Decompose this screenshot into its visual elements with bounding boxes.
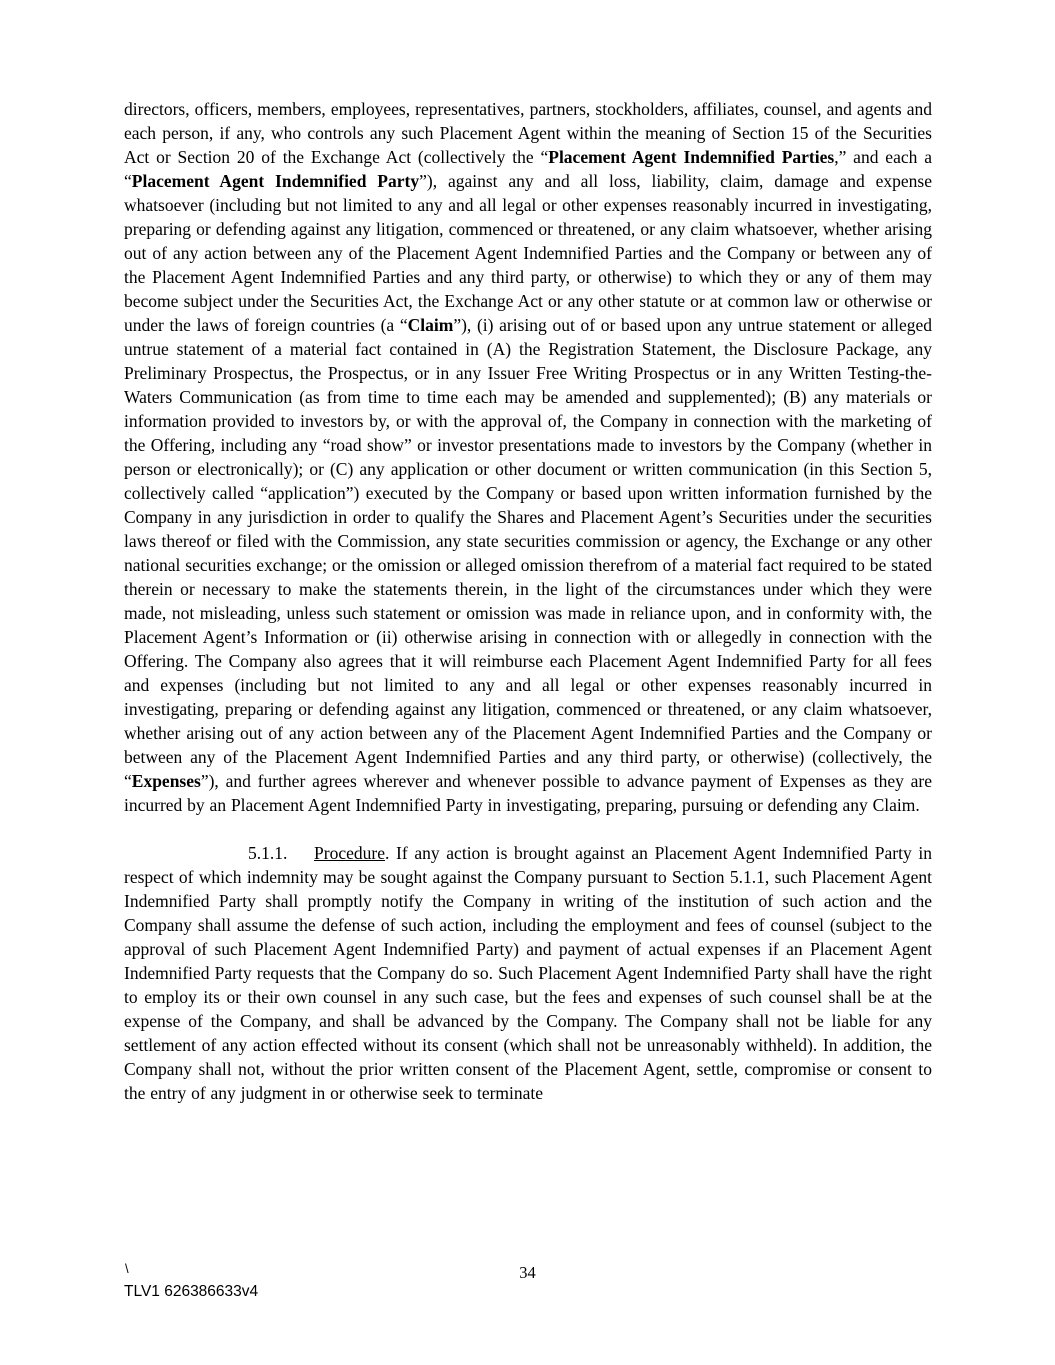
footer-backslash-mark: \ <box>125 1261 129 1276</box>
bold-text-run: Placement Agent Indemnified Party <box>131 171 420 191</box>
text-run: . If any action is brought against an Placement Agent Indemnified Party in respect of which indemnity may be sought against the Company pursuant to Section 5.1.1, such Placement Agent Indemnified Party shall promptly notify the Company in writing of the institution of such action and the Company shall assume the defense of such action, including the employment and fees of counsel (subject to the approval of such Placement Agent Indemnified Party) and payment of actual expenses if an Placement Agent Indemnified Party requests that the Company do so. Such Placement Agent Indemnified Party shall have the right to employ its or their own counsel in any such case, but the fees and expenses of such counsel shall be at the expense of the Company, and shall be advanced by the Company. The Company shall not be liable for any settlement of any action effected without its consent (which shall not be unreasonably withheld). In addition, the Company shall not, without the prior written consent of the Placement Agent, settle, compromise or consent to the entry of any judgment in or otherwise seek to terminate <box>124 843 933 1103</box>
bold-text-run: Expenses <box>131 771 201 791</box>
text-run: ,” and each a “ <box>124 147 932 191</box>
bold-text-run: Claim <box>407 315 454 335</box>
text-run: ”), (i) arising out of or based upon any untrue statement or alleged untrue statement of a material fact contained in (A) the Registration Statement, the Disclosure Package, any Preliminary Prospectus, the Prospectus, or in any Issuer Free Writing Prospectus or in any Written Testing-the-Waters Communication (as from time to time each may be amended and supplemented); (B) any materials or information provided to investors by, or with the approval of, the Company in connection with the marketing of the Offering, including any “road show” or investor presentations made to investors by the Company (whether in person or electronically); or (C) any application or other document or written communication (in this Section 5, collectively called “application”) executed by the Company or based upon written information furnished by the Company in any jurisdiction in order to qualify the Shares and Placement Agent’s Securities under the securities laws thereof or filed with the Commission, any state securities commission or agency, the Exchange or any other national securities exchange; or the omission or alleged omission therefrom of a material fact required to be stated therein or necessary to make the statements therein, in the light of the circumstances under which they were made, not misleading, unless such statement or omission was made in reliance upon, and in conformity with, the Placement Agent’s Information or (ii) otherwise arising in connection with or allegedly in connection with the Offering. The Company also agrees that it will reimburse each Placement Agent Indemnified Party for all fees and expenses (including but not limited to any and all legal or other expenses reasonably incurred in investigating, preparing or defending against any litigation, commenced or threatened, or any claim whatsoever, whether arising out of any action between any of the Placement Agent Indemnified Parties and the Company or between any of the Placement Agent Indemnified Parties and any third party, or otherwise) (collectively, the “ <box>124 315 932 791</box>
text-run: ”), and further agrees wherever and whenever possible to advance payment of Expenses as they are incurred by an Placement Agent Indemnified Party in investigating, preparing, pursuing or defending any Claim. <box>124 771 932 815</box>
paragraph-indemnification <box>124 97 932 817</box>
text-run: ”), against any and all loss, liability, claim, damage and expense whatsoever (including but not limited to any and all legal or other expenses reasonably incurred in investigating, preparing or defending against any litigation, commenced or threatened, or any claim whatsoever, whether arising out of any action between any of the Placement Agent Indemnified Parties and the Company or between any of the Placement Agent Indemnified Parties and any third party, or otherwise) to which they or any of them may become subject under the Securities Act, the Exchange Act or any other statute or at common law or otherwise or under the laws of foreign countries (a “ <box>124 171 932 335</box>
bold-text-run: Placement Agent Indemnified Parties <box>548 147 835 167</box>
page-body <box>124 97 932 1105</box>
footer-document-id: TLV1 626386633v4 <box>124 1283 259 1300</box>
page-number: 34 <box>519 1263 536 1282</box>
paragraph-procedure <box>124 841 932 1105</box>
text-run: directors, officers, members, employees, representatives, partners, stockholders, affiliates, counsel, and agents and each person, if any, who controls any such Placement Agent within the meaning of Section 15 of the Securities Act or Section 20 of the Exchange Act (collectively the “ <box>124 99 932 167</box>
section-number: 5.1.1. <box>248 843 315 863</box>
underlined-text-run: Procedure <box>314 843 385 863</box>
